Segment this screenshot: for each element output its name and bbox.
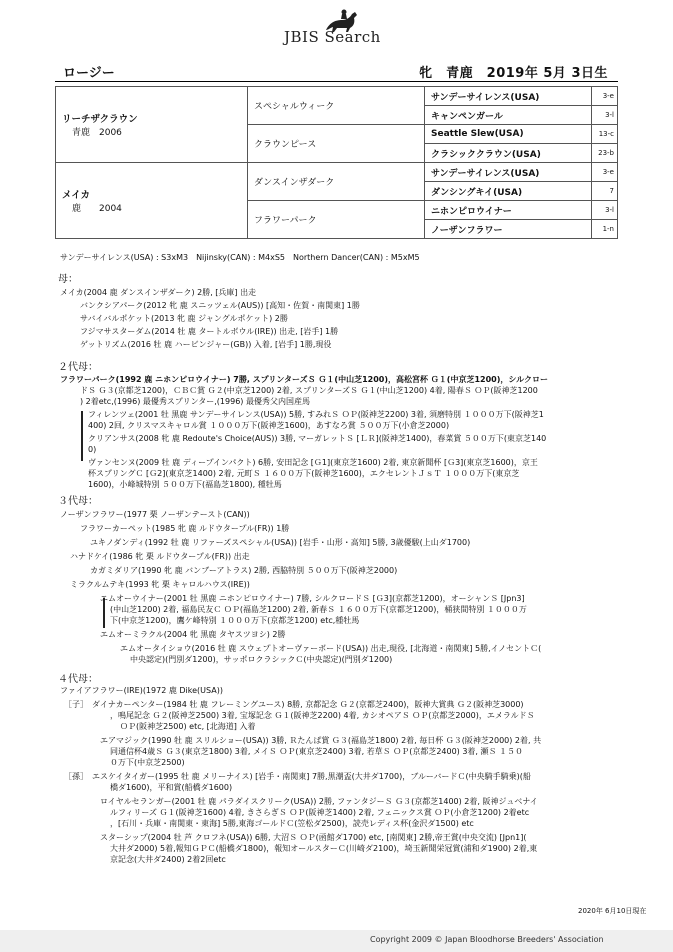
record-line: ドＳ Ｇ３(京都芝1200)，ＣＢＣ賞 Ｇ２(中京芝1200) 2着, スプリンターズＳ Ｇ１(中山芝1200) 4着, 陽春Ｓ ＯＰ(阪神芝1200 bbox=[80, 386, 538, 395]
record-line: ロイヤルセランガー(2001 牡 鹿 パラダイスクリーク(USA)) 2勝, ファンタジーＳ Ｇ３(京都芝1400) 2着, 阪神ジュベナイ bbox=[100, 797, 538, 806]
horse-rider-icon bbox=[322, 8, 362, 34]
dam-sub: 鹿 2004 bbox=[72, 204, 122, 214]
pedigree-gen3[interactable]: サンデーサイレンス(USA) bbox=[425, 87, 592, 106]
copyright: Copyright 2009 © Japan Bloodhorse Breeders' Association bbox=[370, 935, 604, 944]
record-line: 橋ダ1600)，平和賞(船橋ダ1600) bbox=[110, 783, 233, 792]
pedigree-dam bbox=[56, 163, 248, 239]
pedigree-gen2[interactable]: スペシャルウィーク bbox=[248, 87, 425, 125]
family-number: 13-c bbox=[592, 125, 618, 144]
record-line: ルフィリーズ Ｇ１(阪神芝1600) 4着, きさらぎＳ ＯＰ(阪神芝1400) 2着, フェニックス賞 ＯＰ(小倉芝1200) 2着etc bbox=[110, 808, 530, 817]
record-line: 中央認定)(門別ダ1200)，サッポロクラシックＣ(中央認定)(門別ダ1200) bbox=[130, 655, 393, 664]
pedigree-gen3[interactable]: キャンペンガール bbox=[425, 106, 592, 125]
record-line: エアマジック(1990 牡 鹿 スリルショー(USA)) 3勝, Ｒたんぱ賞 Ｇ３(福島芝1800) 2着, 毎日杯 Ｇ３(阪神芝2000) 2着, 共 bbox=[100, 736, 542, 745]
record-line: フラワーカーペット(1985 牝 鹿 ルドウタープル(FR)) 1勝 bbox=[80, 524, 290, 533]
pedigree-gen3[interactable]: クラシッククラウン(USA) bbox=[425, 144, 592, 163]
sire-sub: 青鹿 2006 bbox=[72, 128, 122, 138]
record-line: カガミダリア(1990 牝 鹿 バンブーアトラス) 2勝, 西脇特別 ５００万下(阪神芝2000) bbox=[90, 566, 398, 575]
logo-text: JBIS Search bbox=[284, 28, 381, 46]
record-line: ［孫］ エスケイタイガー(1995 牡 鹿 メリーナイス) [岩手・南関東] 7勝,黒潮盃(大井ダ1700)，ブルーバードＣ(中央騎手騎乗)(船 bbox=[64, 772, 531, 781]
record-line: エムオーウイナー(2001 牡 黒鹿 ニホンピロウイナー) 7勝, シルクロードＳ [Ｇ3](京都芝1200)，オーシャンＳ [Jpn3] bbox=[100, 594, 525, 603]
record-line: クリアンサス(2008 牝 鹿 Redoute's Choice(AUS)) 3勝, マーガレットＳ [ＬＲ](阪神芝1400)，春菜賞 ５００万下(東京芝140 bbox=[88, 434, 547, 443]
record-line: サバイバルポケット(2013 牝 鹿 ジャングルポケット) 2勝 bbox=[80, 314, 288, 323]
record-line: 0) bbox=[88, 445, 97, 454]
record-line: ノーザンフラワー(1977 栗 ノーザンテースト(CAN)) bbox=[60, 510, 250, 519]
inbreeding-cross: サンデーサイレンス(USA) : S3xM3 Nijinsky(CAN) : M4xS5 Northern Dancer(CAN) : M5xM5 bbox=[60, 253, 420, 262]
record-line: エムオータイショウ(2016 牡 鹿 スウェプトオーヴァーボード(USA)) 出走,現役, [北海道・南関東] 5勝,イノセントＣ( bbox=[120, 644, 542, 653]
record-line: ミラクルムテキ(1993 牝 栗 キャロルハウス(IRE)) bbox=[70, 580, 250, 589]
offspring-bracket bbox=[81, 411, 83, 461]
family-number: 3-l bbox=[592, 201, 618, 220]
record-line: 杯スプリングＣ [Ｇ2](東京芝1400) 2着, 元町Ｓ １６００万下(阪神芝1600)，エクセレントＪｓＴ １０００万下(東京芝 bbox=[88, 469, 520, 478]
horse-title-bar bbox=[55, 58, 618, 80]
record-line: メイカ(2004 鹿 ダンスインザダーク) 2勝, [兵庫] 出走 bbox=[60, 288, 257, 297]
pedigree-gen3[interactable]: サンデーサイレンス(USA) bbox=[425, 163, 592, 182]
section-gen4: ４代母： bbox=[58, 674, 98, 685]
family-number: 23-b bbox=[592, 144, 618, 163]
pedigree-gen2[interactable]: フラワーパーク bbox=[248, 201, 425, 239]
sire-name[interactable]: リーチザクラウン bbox=[62, 114, 138, 125]
record-line: ［子］ ダイナカーペンター(1984 牡 鹿 フレーミングユース) 8勝, 京都記念 Ｇ２(京都芝2400)，阪神大賞典 Ｇ２(阪神芝3000) bbox=[64, 700, 524, 709]
footer-bar bbox=[0, 930, 673, 952]
pedigree-gen3[interactable]: ノーザンフラワー bbox=[425, 220, 592, 239]
horse-name: ロージー bbox=[63, 66, 115, 81]
family-number: 3-e bbox=[592, 163, 618, 182]
record-line: ゲットリズム(2016 牡 鹿 ハービンジャー(GB)) 入着, [岩手] 1勝,現役 bbox=[80, 340, 332, 349]
family-number: 3-e bbox=[592, 87, 618, 106]
section-dam: 母： bbox=[58, 274, 78, 285]
as-of-date: 2020年 6月10日現在 bbox=[578, 907, 647, 915]
pedigree-table bbox=[55, 86, 618, 239]
pedigree-gen3[interactable]: ニホンピロウイナー bbox=[425, 201, 592, 220]
pedigree-gen3[interactable]: Seattle Slew(USA) bbox=[425, 125, 592, 144]
section-gen2: ２代母： bbox=[58, 362, 98, 373]
record-line: ，鳴尾記念 Ｇ２(阪神芝2500) 3着, 宝塚記念 Ｇ１(阪神芝2200) 4着, カシオペアＳ ＯＰ(京都芝2000)，エメラルドＳ bbox=[110, 711, 535, 720]
record-line: フィレンツェ(2001 牡 黒鹿 サンデーサイレンス(USA)) 5勝, すみれＳ ＯＰ(阪神芝2200) 3着, 須磨特別 １０００万下(阪神芝1 bbox=[88, 410, 544, 419]
record-line: バンクシアパーク(2012 牝 鹿 スニッツェル(AUS)) [高知・佐賀・南関東] 1勝 bbox=[80, 301, 360, 310]
family-number: 3-l bbox=[592, 106, 618, 125]
family-number: 1-n bbox=[592, 220, 618, 239]
dam-name[interactable]: メイカ bbox=[62, 190, 91, 201]
record-line: 大井ダ2000) 5着,報知ＧＰＣ(船橋ダ1800)，報知オールスターＣ(川崎ダ2100)，埼玉新聞栄冠賞(浦和ダ1900) 2着,東 bbox=[110, 844, 538, 853]
record-line: ファイアフラワー(IRE)(1972 鹿 Dike(USA)) bbox=[60, 686, 223, 695]
record-line: ハナドケイ(1986 牝 栗 ルドウタープル(FR)) 出走 bbox=[70, 552, 250, 561]
record-line: 1600)，小峰城特別 ５００万下(福島芝1800), 種牡馬 bbox=[88, 480, 282, 489]
title-divider bbox=[55, 81, 618, 82]
record-line: ) 2着etc,(1996) 最優秀スプリンター,(1996) 最優秀父内国産馬 bbox=[80, 397, 310, 406]
record-line: フラワーパーク(1992 鹿 ニホンピロウイナー) 7勝, スプリンターズＳ Ｇ１(中山芝1200)，高松宮杯 Ｇ１(中京芝1200)，シルクロー bbox=[60, 375, 549, 384]
record-line: フジマサスターダム(2014 牡 鹿 タートルボウル(IRE)) 出走, [岩手] 1勝 bbox=[80, 327, 339, 336]
pedigree-gen2[interactable]: ダンスインザダーク bbox=[248, 163, 425, 201]
record-line: 同通信杯4歳Ｓ Ｇ３(東京芝1800) 3着, メイＳ ＯＰ(東京芝2400) 3着, 若草Ｓ ＯＰ(京都芝2400) 3着, 瀬Ｓ １５０ bbox=[110, 747, 524, 756]
jbis-logo bbox=[0, 8, 673, 48]
section-gen3: ３代母： bbox=[58, 496, 98, 507]
pedigree-gen2[interactable]: クラウンピース bbox=[248, 125, 425, 163]
record-line: スターシップ(2004 牡 芦 クロフネ(USA)) 6勝, 大沼Ｓ ＯＰ(函館ダ1700) etc, [南関東] 2勝,帝王賞(中央交流) [Jpn1]( bbox=[100, 833, 527, 842]
record-line: 400) 2回, クリスマスキャロル賞 １０００万下(阪神芝1600)，あすなろ賞 ５００万下(小倉芝2000) bbox=[88, 421, 450, 430]
record-line: ＯＰ(阪神芝2500) etc, [北海道] 入着 bbox=[120, 722, 256, 731]
family-number: 7 bbox=[592, 182, 618, 201]
pedigree-gen3[interactable]: ダンシングキイ(USA) bbox=[425, 182, 592, 201]
record-line: ０万下(中京芝2500) bbox=[110, 758, 185, 767]
record-line: 京記念(大井ダ2400) 2着2回etc bbox=[110, 855, 226, 864]
record-line: ヴァンセンヌ(2009 牡 鹿 ディープインパクト) 6勝, 安田記念 [Ｇ1](東京芝1600) 2着, 東京新聞杯 [Ｇ3](東京芝1600)，京王 bbox=[88, 458, 538, 467]
pedigree-sire bbox=[56, 87, 248, 163]
horse-info: 牝 青鹿 2019年 5月 3日生 bbox=[419, 66, 608, 81]
record-line: エムオーミラクル(2004 牝 黒鹿 タヤスツヨシ) 2勝 bbox=[100, 630, 286, 639]
record-line: 下(中京芝1200)，鷹ケ峰特別 １０００万下(京都芝1200) etc,種牡馬 bbox=[110, 616, 360, 625]
record-line: ，[石川・兵庫・南関東・東海] 5勝,東海ゴールドＣ(笠松ダ2500)，読売レディス杯(金沢ダ1500) etc bbox=[110, 819, 474, 828]
record-line: (中山芝1200) 2着, 福島民友Ｃ ＯＰ(福島芝1200) 2着, 新春Ｓ １６００万下(京都芝1200)，桶狭間特別 １０００万 bbox=[110, 605, 527, 614]
record-line: ユキノダンディ(1992 牡 鹿 リファーズスペシャル(USA)) [岩手・山形・高知] 5勝, 3歳優駿(上山ダ1700) bbox=[90, 538, 471, 547]
